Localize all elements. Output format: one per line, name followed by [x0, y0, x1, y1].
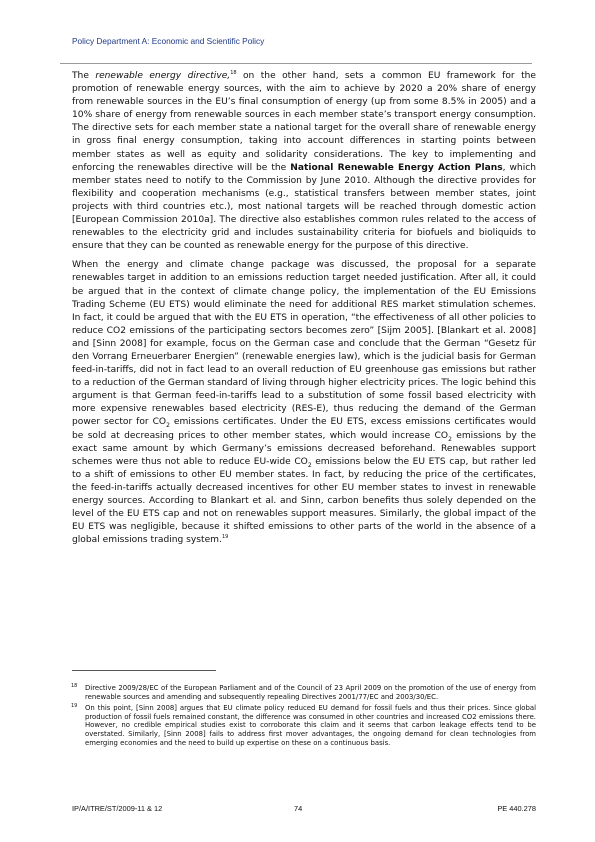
footnote-text: Directive 2009/28/EC of the European Parliament and of the Council of 23 April 2009 on the promotion of the use of energy from renewable sources and amending and subsequently repealing Directives 2001/77/EC and 2003/30/EC.: [85, 684, 536, 701]
subscript: 2: [166, 422, 170, 430]
text-run: on the other hand, sets a common EU framework for the promotion of renewable energy sources, with the aim to achieve by 2020 a 20% share of energy from renewable sources in the EU’s final consumption of energy (up from some 8.5% in 2005) and a 10% share of energy from renewable sources in each member state’s transport energy consumption. The directive sets for each member state a national target for the overall share of renewable energy in gross final energy consumption, taking into account differences in starting points between member states as well as equity and solidarity considerations. The key to implementing and enforcing the renewables directive will be the: [72, 71, 536, 173]
page-footer: [72, 804, 536, 814]
text-run: emissions certificates. Under the EU ETS, excess emissions certificates would be sold at decreasing prices to other member states, which would increase CO: [72, 417, 536, 441]
text-run: When the energy and climate change package was discussed, the proposal for a separate renewables target in addition to an emissions reduction target needed justification. After all, it could be argued that in the context of climate change policy, the implementation of the EU Emissions Trading Scheme (EU ETS) would eliminate the need for additional RES market stimulation schemes. In fact, it could be argued that with the EU ETS in operation, “the effectiveness of all other policies to reduce CO2 emissions of the participating sectors becomes zero” [Sijm 2005]. [Blankart et al. 2008] and [Sinn 2008] for example, focus on the German case and conclude that the German “Gesetz für den Vorrang Erneuerbarer Energien” (renewable energies law), which is the judicial basis for German feed-in-tariffs, did not in fact lead to an overall reduction of EU greenhouse gas emissions but rather to a reduction of the German standard of living through higher electricity prices. The logic behind this argument is that German feed-in-tariffs lead to a substitution of some fossil based electricity with more expensive renewables based electricity (RES-E), thus reducing the demand of the German power sector for CO: [72, 260, 537, 428]
text-run: emissions below the EU ETS cap, but rather led to a shift of emissions to other EU member states. In fact, by reducing the price of the certificates, the feed-in-tariffs actually decreased incentives for other EU member states to invest in renewable energy sources. According to Blankart et al. and Sinn, carbon benefits thus solely depended on the level of the EU ETS cap and not on renewables support measures. Similarly, the global impact of the EU ETS was negligible, because it shifted emissions to other parts of the world in the absence of a global emissions trading system.: [72, 456, 536, 546]
text-run: The: [72, 71, 96, 81]
text-run: , which member states need to notify to the Commission by June 2010. Although the directive provides for flexibility and cooperation mechanisms (e.g., statistical transfers between member states, joint projects with third countries etc.), most national targets will be reached through domestic action [European Commission 2010a]. The directive also establishes common rules related to the access of renewables to the electricity grid and includes sustainability criteria for biofuels and bioliquids to ensure that they can be counted as renewable energy for the purpose of this directive.: [72, 162, 536, 252]
text-run: emissions by the exact same amount by which Germany’s emissions decreased beforehand. Renewables support schemes were thus not able to reduce EU-wide CO: [72, 430, 537, 467]
page-number: 74: [294, 804, 303, 813]
page-header: Policy Department A: Economic and Scientific Policy: [72, 36, 265, 46]
footnote-18: [72, 684, 536, 701]
subscript: 2: [307, 461, 312, 469]
footnote-ref-19[interactable]: 19: [221, 534, 229, 541]
footnote-ref-18[interactable]: 18: [230, 69, 237, 76]
paragraph-ets-argument: [72, 259, 536, 547]
paragraph-renewable-directive: [72, 70, 536, 253]
footnote-number: 18: [71, 683, 78, 689]
footnote-text: On this point, [Sinn 2008] argues that EU climate policy reduced EU demand for fossil fuels and thus their prices. Since global production of fossil fuels remained constant, the difference was consumed in other countries and increased CO2 emissions there. However, no credible empirical studies exist to corroborate this claim and it seems that carbon leakage effects tend to be overstated. Similarly, [Sinn 2008] fails to address first mover advantages, the ongoing demand for clean technologies from emerging economies and the need to build up expertise on these on a continuous basis.: [85, 704, 536, 747]
footnote-divider: [72, 670, 216, 671]
subscript: 2: [448, 435, 452, 443]
footnote-number: 19: [71, 703, 78, 710]
bold-term: National Renewable Energy Action Plans: [290, 162, 503, 173]
pe-number: PE 440.278: [497, 804, 536, 813]
main-text: [72, 70, 536, 553]
italic-term: renewable energy directive,: [95, 71, 231, 81]
footnote-19: [72, 704, 536, 747]
document-reference: IP/A/ITRE/ST/2009-11 & 12: [72, 804, 163, 813]
header-divider: [60, 63, 532, 64]
footnotes: [72, 684, 536, 750]
